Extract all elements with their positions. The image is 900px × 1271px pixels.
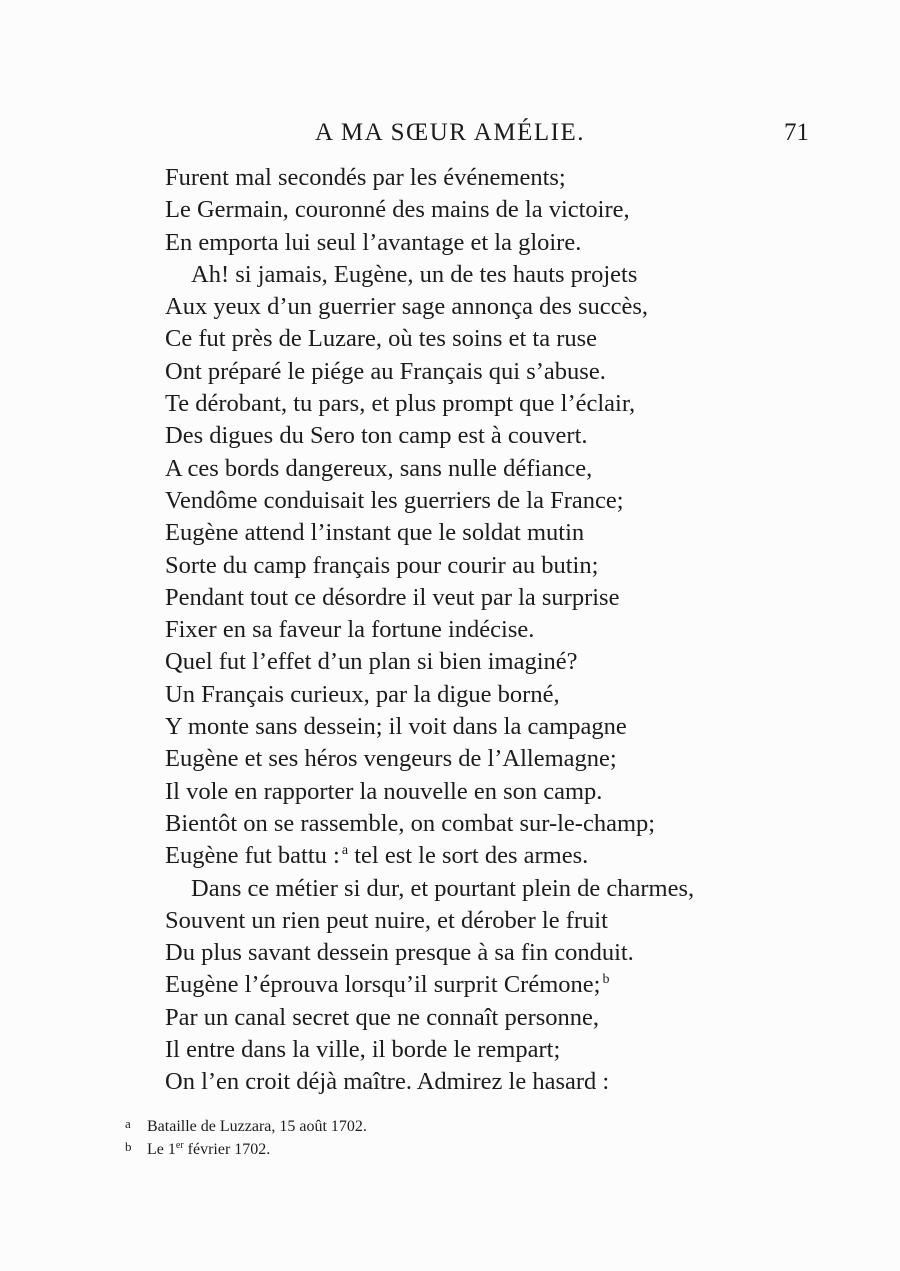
page-number: 71 [784, 119, 809, 146]
page-title: A MA SŒUR AMÉLIE. [315, 119, 585, 146]
verse-line: Te dérobant, tu pars, et plus prompt que l’éclair, [165, 390, 636, 418]
poem-body [165, 162, 775, 1099]
verse-line: Souvent un rien peut nuire, et dérober le fruit [165, 906, 608, 934]
verse-line: Eugène attend l’instant que le soldat mutin [165, 519, 585, 547]
verse-line: Vendôme conduisait les guerriers de la France; [165, 486, 624, 514]
footnote [125, 1135, 765, 1158]
running-head [0, 116, 900, 150]
verse-line: Dans ce métier si dur, et pourtant plein de charmes, [191, 874, 695, 902]
verse-line: Y monte sans dessein; il voit dans la campagne [165, 713, 627, 741]
verse-line: Un Français curieux, par la digue borné, [165, 680, 560, 708]
verse-line: A ces bords dangereux, sans nulle défiance, [165, 454, 593, 482]
verse-line: On l’en croit déjà maître. Admirez le hasard : [165, 1068, 610, 1096]
footnote [125, 1112, 765, 1135]
verse-line: Il entre dans la ville, il borde le rempart; [165, 1036, 561, 1064]
verse-line: Ont préparé le piége au Français qui s’abuse. [165, 357, 606, 385]
footnotes [125, 1112, 765, 1158]
verse-line: Ah! si jamais, Eugène, un de tes hauts projets [191, 260, 638, 288]
verse-line: Fixer en sa faveur la fortune indécise. [165, 616, 535, 644]
verse-line: Du plus savant dessein presque à sa fin conduit. [165, 939, 634, 967]
footnote-marker: b [125, 1139, 132, 1154]
verse-line: Eugène et ses héros vengeurs de l’Allemagne; [165, 745, 617, 773]
footnote-text: Bataille de Luzzara, 15 août 1702. [147, 1118, 367, 1135]
verse-line: En emporta lui seul l’avantage et la gloire. [165, 228, 582, 256]
verse-line: Quel fut l’effet d’un plan si bien imaginé? [165, 648, 578, 676]
verse-line: Le Germain, couronné des mains de la victoire, [165, 196, 630, 224]
footnote-ref: b [602, 972, 610, 988]
verse-line: Furent mal secondés par les événements; [165, 164, 566, 191]
verse-line: Des digues du Sero ton camp est à couvert. [165, 422, 588, 450]
verse-line: Ce fut près de Luzare, où tes soins et ta ruse [165, 325, 598, 353]
footnote-superscript: er [175, 1140, 184, 1151]
footnote-marker: a [125, 1116, 131, 1131]
verse-line: Par un canal secret que ne connaît personne, [165, 1003, 600, 1031]
verse-line: Eugène fut battu : $^a$ tel est le sort des armes. [165, 842, 589, 870]
verse-line: Il vole en rapporter la nouvelle en son camp. [165, 777, 603, 805]
verse-line: Bientôt on se rassemble, on combat sur-le-champ; [165, 809, 656, 837]
footnote-text: Le 1 [147, 1141, 176, 1158]
footnote-text: février 1702. [183, 1141, 271, 1158]
verse-line: Sorte du camp français pour courir au butin; [165, 551, 599, 579]
verse-line: Pendant tout ce désordre il veut par la surprise [165, 583, 620, 611]
verse-line: Eugène l’éprouva lorsqu’il surprit Crémone; $^b$ [165, 971, 610, 999]
verse-line: Aux yeux d’un guerrier sage annonça des succès, [165, 293, 649, 321]
footnote-ref: a [341, 843, 349, 859]
